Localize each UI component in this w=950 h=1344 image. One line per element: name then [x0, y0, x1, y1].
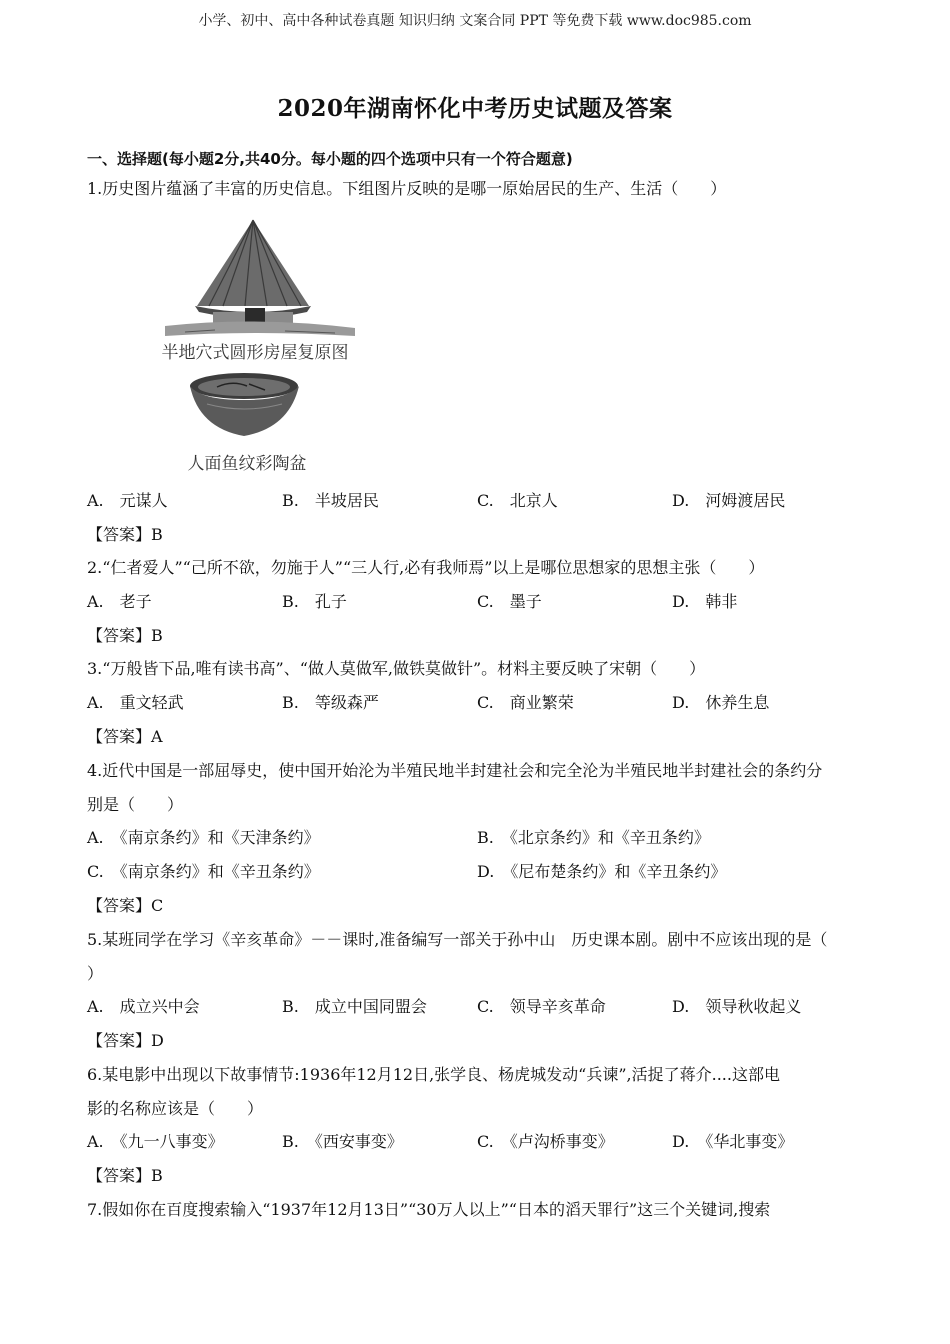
question-figure: [87, 206, 867, 484]
question-text: 1.历史图片蕴涵了丰富的历史信息。下组图片反映的是哪一原始居民的生产、生活（ ）: [87, 179, 727, 198]
question-text: 6.某电影中出现以下故事情节:1936年12月12日,张学良、杨虎城发动“兵谏”,活捉了蒋介....这部电: [87, 1065, 780, 1084]
question-2: [87, 551, 867, 652]
option-a: A. 元谋人: [87, 491, 168, 510]
option-d: D. 《华北事变》: [672, 1132, 794, 1151]
page-header: 小学、初中、高中各种试卷真题 知识归纳 文案合同 PPT 等免费下载 www.doc985.com: [198, 13, 752, 29]
options-row: [87, 1125, 867, 1159]
options-row: [87, 686, 867, 720]
option-b: B. 半坡居民: [282, 491, 379, 510]
question-7: [87, 1192, 867, 1226]
option-d: D. 韩非: [672, 592, 738, 611]
options-row: [87, 585, 867, 619]
option-c: C. 墨子: [477, 592, 542, 611]
option-a: A. 重文轻武: [87, 693, 184, 712]
option-b: B. 《西安事变》: [282, 1132, 403, 1151]
question-1: [87, 172, 867, 551]
question-text-cont: 别是（ ）: [87, 795, 184, 814]
question-text: 2.“仁者爱人”“己所不欲，勿施于人”“三人行,必有我师焉”以上是哪位思想家的思想主张（ ）: [87, 558, 765, 577]
option-c: C. 商业繁荣: [477, 693, 574, 712]
question-text: 7.假如你在百度搜索输入“1937年12月13日”“30万人以上”“日本的滔天罪行”这三个关键词,搜索: [87, 1200, 771, 1219]
option-b: B. 成立中国同盟会: [282, 997, 427, 1016]
question-text: 3.“万般皆下品,唯有读书高”、“做人莫做军,做铁莫做针”。材料主要反映了宋朝（ ）: [87, 659, 706, 678]
question-6: [87, 1057, 867, 1192]
option-d: D. 领导秋收起义: [672, 997, 802, 1016]
question-text-cont: 影的名称应该是（ ）: [87, 1099, 264, 1118]
answer: 【答案】B: [87, 626, 163, 645]
question-3: [87, 652, 867, 753]
option-b: B. 《北京条约》和《辛丑条约》: [477, 828, 710, 847]
option-c: C. 北京人: [477, 491, 558, 510]
option-a: A. 《九一八事变》: [87, 1132, 224, 1151]
option-b: B. 孔子: [282, 592, 347, 611]
question-text: 5.某班同学在学习《辛亥革命》－－课时,准备编写一部关于孙中山 历史课本剧。剧中不应该出现的是（: [87, 930, 828, 949]
option-b: B. 等级森严: [282, 693, 379, 712]
section-heading: 一、选择题(每小题2分,共40分。每小题的四个选项中只有一个符合题意): [87, 150, 573, 168]
option-c: C. 《南京条约》和《辛丑条约》: [87, 862, 320, 881]
option-c: C. 领导辛亥革命: [477, 997, 606, 1016]
figure-caption-house: 半地穴式圆形房屋复原图: [161, 343, 349, 363]
option-d: D. 休养生息: [672, 693, 770, 712]
answer: 【答案】D: [87, 1031, 164, 1050]
round-house-image: [125, 214, 385, 344]
answer: 【答案】B: [87, 525, 163, 544]
option-d: D. 河姆渡居民: [672, 491, 786, 510]
question-5: [87, 922, 867, 1057]
question-text-cont: ）: [87, 964, 104, 983]
question-4: [87, 753, 867, 922]
page-title: 2020年湖南怀化中考历史试题及答案: [277, 95, 673, 122]
answer: 【答案】C: [87, 896, 164, 915]
painted-pottery-basin-image: [187, 370, 302, 440]
options-row: [87, 821, 867, 855]
options-row: [87, 990, 867, 1024]
exam-content: [87, 146, 867, 1226]
answer: 【答案】B: [87, 1166, 163, 1185]
option-a: A. 老子: [87, 592, 152, 611]
option-a: A. 《南京条约》和《天津条约》: [87, 828, 320, 847]
option-d: D. 《尼布楚条约》和《辛丑条约》: [477, 862, 727, 881]
options-row: [87, 855, 867, 889]
options-row: [87, 484, 867, 518]
question-text: 4.近代中国是一部屈辱史，使中国开始沦为半殖民地半封建社会和完全沦为半殖民地半封建社会的条约分: [87, 761, 823, 780]
figure-caption-basin: 人面鱼纹彩陶盆: [187, 454, 307, 474]
option-c: C. 《卢沟桥事变》: [477, 1132, 614, 1151]
answer: 【答案】A: [87, 727, 163, 746]
option-a: A. 成立兴中会: [87, 997, 200, 1016]
